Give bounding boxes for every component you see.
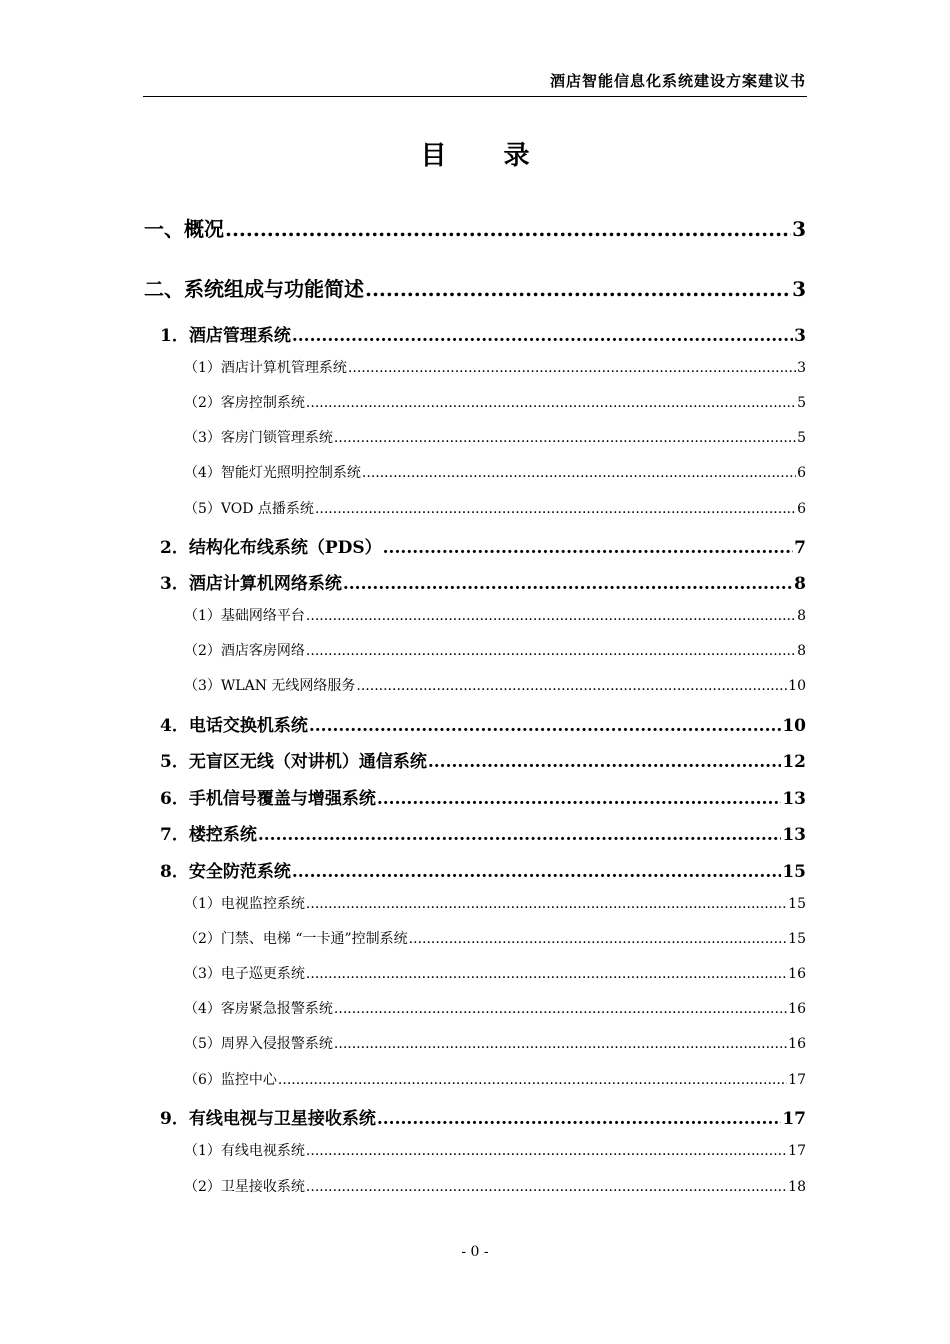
toc-entry[interactable] bbox=[184, 1069, 806, 1089]
toc-entry[interactable] bbox=[184, 498, 806, 518]
toc-entry[interactable] bbox=[160, 711, 806, 736]
toc-entry-page: 8 bbox=[797, 608, 806, 624]
toc-entry-page: 13 bbox=[782, 825, 806, 845]
toc-entry[interactable] bbox=[144, 213, 806, 242]
toc-dot-leader bbox=[365, 277, 791, 301]
toc-dot-leader bbox=[348, 360, 796, 376]
toc-entry-label: （3）客房门锁管理系统 bbox=[184, 430, 333, 446]
toc-entry-label: 2．结构化布线系统（PDS） bbox=[160, 538, 382, 558]
toc-entry-label: 二、系统组成与功能简述 bbox=[144, 277, 364, 301]
toc-entry[interactable] bbox=[184, 998, 806, 1018]
toc-entry-page: 6 bbox=[797, 465, 806, 481]
toc-dot-leader bbox=[334, 1036, 787, 1052]
toc-entry[interactable] bbox=[160, 533, 806, 558]
toc-entry-page: 12 bbox=[782, 752, 806, 772]
toc-dot-leader bbox=[428, 752, 782, 772]
toc-entry-label: （4）智能灯光照明控制系统 bbox=[184, 465, 361, 481]
toc-entry-label: 7．楼控系统 bbox=[160, 825, 257, 845]
toc-entry-label: （1）基础网络平台 bbox=[184, 608, 305, 624]
toc-entry-label: 1．酒店管理系统 bbox=[160, 326, 291, 346]
toc-entry-page: 3 bbox=[792, 217, 806, 241]
toc-entry[interactable] bbox=[160, 857, 806, 882]
toc-entry-label: 4．电话交换机系统 bbox=[160, 716, 308, 736]
toc-entry[interactable] bbox=[160, 321, 806, 346]
toc-dot-leader bbox=[383, 538, 794, 558]
toc-entry-page: 16 bbox=[788, 1036, 806, 1052]
toc-dot-leader bbox=[315, 501, 796, 517]
toc-entry-page: 17 bbox=[782, 1109, 806, 1129]
toc-dot-leader bbox=[306, 966, 787, 982]
toc-entry-page: 16 bbox=[788, 1001, 806, 1017]
toc-entry-page: 10 bbox=[782, 716, 806, 736]
toc-entry[interactable] bbox=[160, 784, 806, 809]
toc-entry[interactable] bbox=[184, 1140, 806, 1160]
toc-entry-page: 17 bbox=[788, 1143, 806, 1159]
toc-dot-leader bbox=[306, 395, 796, 411]
toc-entry-page: 5 bbox=[797, 430, 806, 446]
toc-dot-leader bbox=[258, 825, 781, 845]
toc-entry[interactable] bbox=[184, 392, 806, 412]
toc-entry-page: 8 bbox=[794, 574, 806, 594]
toc-title: 目 录 bbox=[420, 141, 554, 171]
toc-dot-leader bbox=[306, 896, 787, 912]
toc-dot-leader bbox=[309, 716, 781, 736]
toc-entry-label: （1）电视监控系统 bbox=[184, 896, 305, 912]
toc-dot-leader bbox=[225, 217, 791, 241]
toc-entry-page: 13 bbox=[782, 789, 806, 809]
toc-entry-label: （5）VOD 点播系统 bbox=[184, 501, 314, 517]
toc-entry[interactable] bbox=[184, 357, 806, 377]
toc-entry-label: 6．手机信号覆盖与增强系统 bbox=[160, 789, 376, 809]
toc-entry-page: 16 bbox=[788, 966, 806, 982]
toc-entry-page: 3 bbox=[797, 360, 806, 376]
toc-entry[interactable] bbox=[184, 605, 806, 625]
toc-entry[interactable] bbox=[184, 427, 806, 447]
toc-entry-label: （6）监控中心 bbox=[184, 1072, 277, 1088]
toc-entry-label: （2）酒店客房网络 bbox=[184, 643, 305, 659]
toc-dot-leader bbox=[306, 1143, 787, 1159]
toc-entry-page: 8 bbox=[797, 643, 806, 659]
running-header: 酒店智能信息化系统建设方案建议书 bbox=[549, 72, 806, 90]
toc-entry[interactable] bbox=[184, 462, 806, 482]
toc-entry-label: （2）卫星接收系统 bbox=[184, 1179, 305, 1195]
toc-entry[interactable] bbox=[160, 820, 806, 845]
toc-entry-label: （2）客房控制系统 bbox=[184, 395, 305, 411]
toc-entry-label: （1）酒店计算机管理系统 bbox=[184, 360, 347, 376]
toc-entry-label: （3）WLAN 无线网络服务 bbox=[184, 678, 356, 694]
toc-dot-leader bbox=[377, 789, 782, 809]
toc-dot-leader bbox=[377, 1109, 782, 1129]
toc-entry-label: （5）周界入侵报警系统 bbox=[184, 1036, 333, 1052]
toc-entry-page: 3 bbox=[792, 277, 806, 301]
toc-entry-page: 5 bbox=[797, 395, 806, 411]
toc-entry[interactable] bbox=[160, 569, 806, 594]
toc-entry-page: 3 bbox=[794, 326, 806, 346]
toc-entry[interactable] bbox=[184, 1033, 806, 1053]
toc-entry-label: 8．安全防范系统 bbox=[160, 862, 291, 882]
toc-entry-label: 5．无盲区无线（对讲机）通信系统 bbox=[160, 752, 427, 772]
toc-entry[interactable] bbox=[160, 747, 806, 772]
toc-entry-label: 一、概况 bbox=[144, 217, 224, 241]
toc-entry[interactable] bbox=[184, 893, 806, 913]
toc-entry[interactable] bbox=[184, 640, 806, 660]
toc-dot-leader bbox=[409, 931, 788, 947]
toc-dot-leader bbox=[362, 465, 796, 481]
toc-dot-leader bbox=[334, 430, 796, 446]
toc-entry-label: 9．有线电视与卫星接收系统 bbox=[160, 1109, 376, 1129]
toc-entry-page: 10 bbox=[788, 678, 806, 694]
toc-entry[interactable] bbox=[144, 273, 806, 302]
toc-dot-leader bbox=[343, 574, 793, 594]
toc-entry[interactable] bbox=[184, 963, 806, 983]
toc-dot-leader bbox=[306, 643, 796, 659]
header-rule bbox=[143, 96, 807, 97]
toc-entry-label: （1）有线电视系统 bbox=[184, 1143, 305, 1159]
toc-entry-label: （3）电子巡更系统 bbox=[184, 966, 305, 982]
toc-entry-label: （2）门禁、电梯 “一卡通”控制系统 bbox=[184, 931, 408, 947]
toc-entry-page: 15 bbox=[782, 862, 806, 882]
toc-entry-page: 6 bbox=[797, 501, 806, 517]
toc-entry-page: 7 bbox=[794, 538, 806, 558]
toc-entry-page: 15 bbox=[788, 931, 806, 947]
toc-dot-leader bbox=[306, 1179, 787, 1195]
toc-entry-page: 18 bbox=[788, 1179, 806, 1195]
toc-entry[interactable] bbox=[160, 1104, 806, 1129]
toc-dot-leader bbox=[306, 608, 796, 624]
page-number: - 0 - bbox=[461, 1244, 489, 1260]
toc-entry-page: 17 bbox=[788, 1072, 806, 1088]
toc-entry[interactable] bbox=[184, 675, 806, 695]
toc-entry[interactable] bbox=[184, 928, 806, 948]
toc-entry-label: 3．酒店计算机网络系统 bbox=[160, 574, 342, 594]
toc-dot-leader bbox=[292, 862, 781, 882]
toc-dot-leader bbox=[278, 1072, 787, 1088]
toc-entry-page: 15 bbox=[788, 896, 806, 912]
toc-entry-label: （4）客房紧急报警系统 bbox=[184, 1001, 333, 1017]
toc-dot-leader bbox=[292, 326, 793, 346]
toc-entry[interactable] bbox=[184, 1176, 806, 1196]
toc-dot-leader bbox=[356, 678, 787, 694]
toc-dot-leader bbox=[334, 1001, 787, 1017]
